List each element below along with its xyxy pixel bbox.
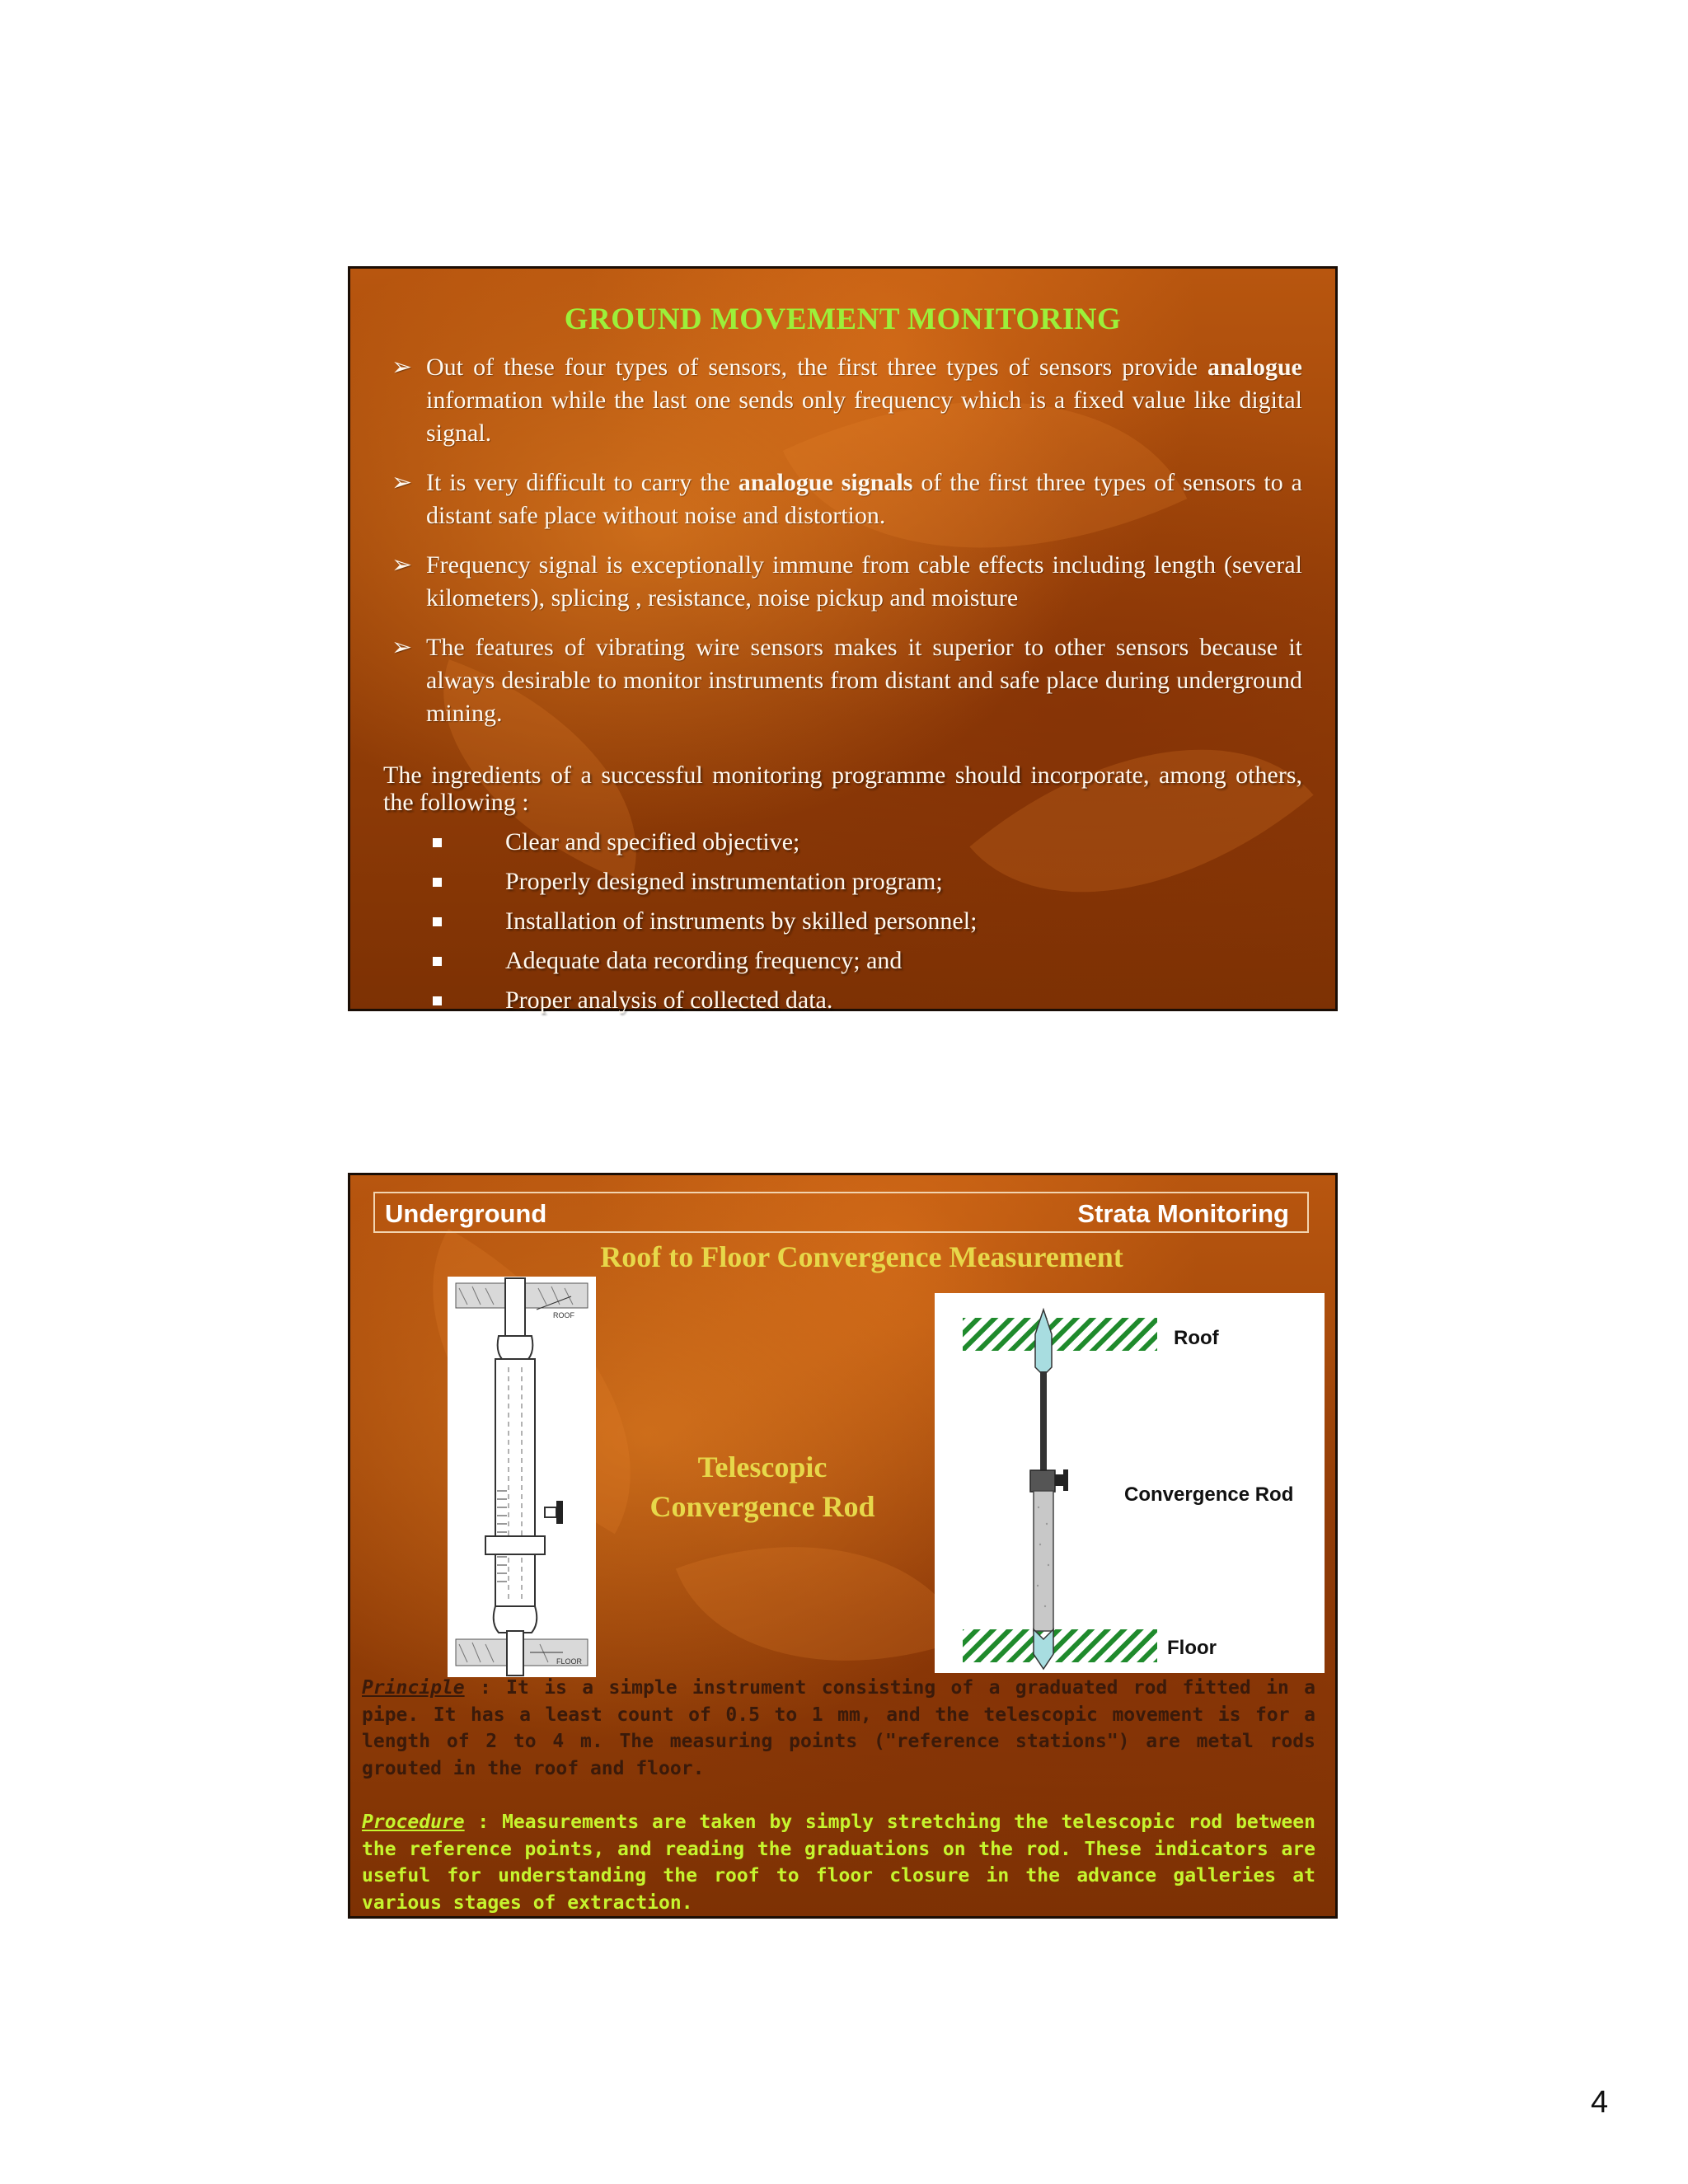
square-bullet-icon [433,878,442,887]
procedure-text: : Measurements are taken by simply stretching the telescopic rod between the reference points, and reading the graduations on the rod. These indicators are useful for understanding the roof to floor closure in the advance galleries at various stages of extraction. [362,1811,1315,1914]
principle-text: : It is a simple instrument consisting of a graduated rod fitted in a pipe. It has a least count of 0.5 to 1 mm, and the telescopic movement is for a length of 2 to 4 m. The measuring points ("reference stations") are metal rods grouted in the roof and floor. [362,1677,1315,1779]
roof-hatch [963,1318,1157,1351]
bullet-item: ➢ Frequency signal is exceptionally immune from cable effects including length (several kilometers), splicing , resistance, noise pickup and moisture [392,549,1302,615]
square-bullet-icon [433,957,442,966]
slide-convergence [348,1173,1338,1919]
slide-title: GROUND MOVEMENT MONITORING [564,302,1122,336]
caption-line: Telescopic [697,1451,828,1483]
roof-label: Roof [1174,1327,1219,1349]
procedure-label: Procedure [362,1811,465,1833]
bullet-item: ➢ Out of these four types of sensors, the first three types of sensors provide analogue information while the last one sends only frequency which is a fixed value like digital signal. [392,351,1302,450]
floor-label: Floor [1167,1637,1217,1659]
page-number: 4 [1591,2085,1609,2120]
ingredient-item: Properly designed instrumentation program; [433,862,977,902]
convergence-rod-label: Convergence Rod [1124,1483,1294,1506]
floor-hatch [963,1629,1157,1662]
telescopic-rod-sketch [448,1277,596,1677]
square-bullet-icon [433,838,442,847]
bullet-list [392,351,1302,747]
ingredient-item: Installation of instruments by skilled personnel; [433,902,977,941]
header-right: Strata Monitoring [1077,1199,1289,1228]
arrow-bullet-icon: ➢ [392,469,413,496]
bullet-item: ➢ The features of vibrating wire sensors makes it superior to other sensors because it always desirable to monitor instruments from distant and safe place during underground mining. [392,631,1302,730]
header-left: Underground [385,1199,547,1228]
slide-ground-movement [348,266,1338,1014]
ingredients-intro: The ingredients of a successful monitoring programme should incorporate, among others, the following : [383,762,1302,816]
square-bullet-icon [433,996,442,1005]
arrow-bullet-icon: ➢ [392,551,413,579]
principle-paragraph [362,1675,1315,1782]
arrow-bullet-icon: ➢ [392,354,413,381]
sketch-floor-label: FLOOR [556,1657,583,1666]
sketch-roof-label: ROOF [553,1311,574,1319]
ingredient-item: Clear and specified objective; [433,823,977,862]
bullet-item: ➢ It is very difficult to carry the analogue signals of the first three types of sensors to a distant safe place without noise and distortion. [392,466,1302,532]
square-bullet-icon [433,917,442,926]
ingredients-list [433,823,977,1020]
slide-header [373,1192,1309,1233]
principle-label: Principle [362,1677,465,1699]
rod-caption [598,1447,927,1526]
procedure-paragraph [362,1809,1315,1916]
convergence-rod-diagram [935,1293,1325,1673]
ingredient-item: Adequate data recording frequency; and [433,941,977,981]
slide-title: Roof to Floor Convergence Measurement [600,1240,1123,1273]
ingredient-item: Proper analysis of collected data. [433,981,977,1020]
arrow-bullet-icon: ➢ [392,634,413,661]
caption-line: Convergence Rod [649,1490,875,1523]
